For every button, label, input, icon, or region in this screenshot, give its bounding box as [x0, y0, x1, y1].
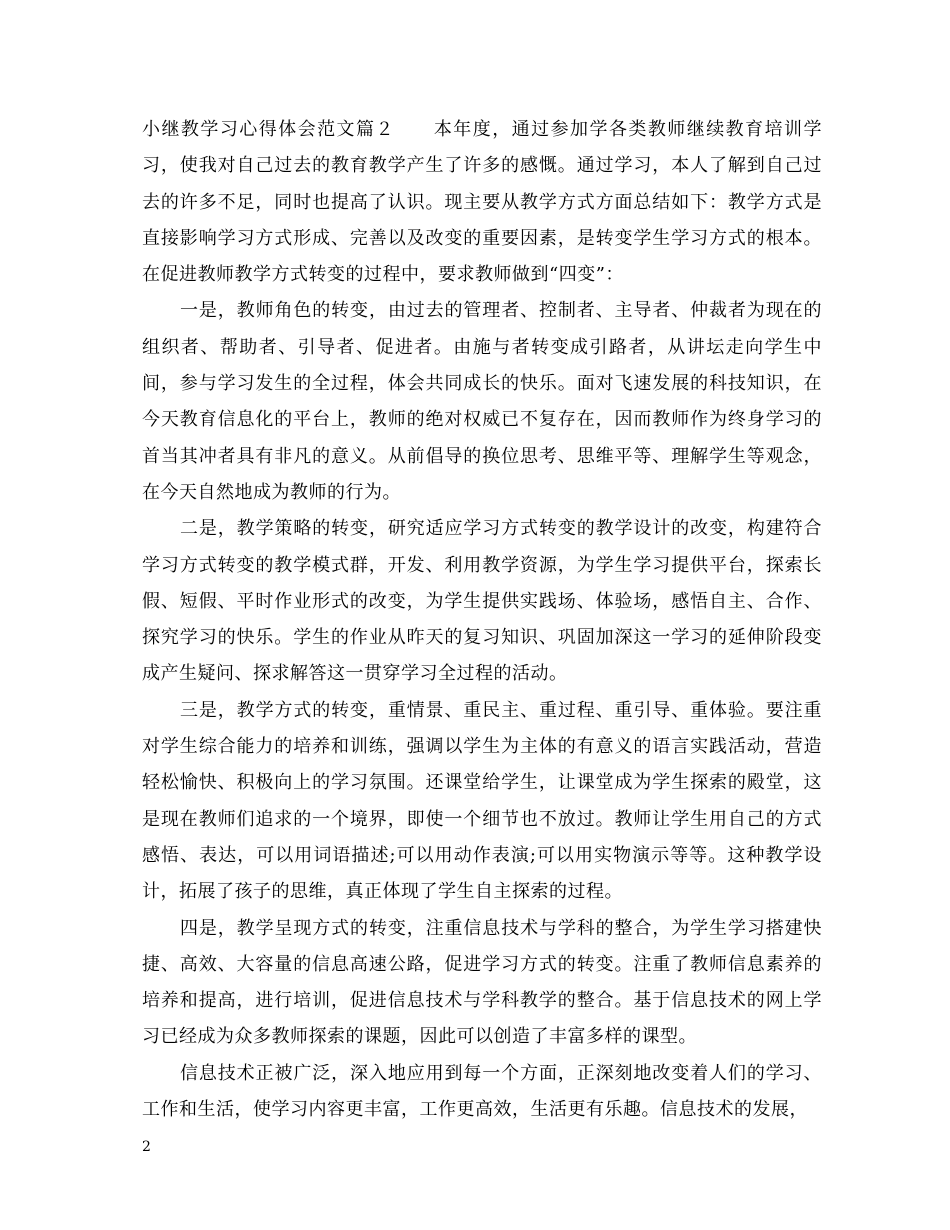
document-body — [142, 112, 822, 1128]
paragraph-intro: 小继教学习心得体会范文篇２ 本年度，通过参加学各类教师继续教育培训学习，使我对自己过去的教育教学产生了许多的感慨。通过学习，本人了解到自己过去的许多不足，同时也提高了认识。现主要从教学方式方面总结如下：教学方式是直接影响学习方式形成、完善以及改变的重要因素，是转变学生学习方式的根本。在促进教师教学方式转变的过程中，要求教师做到“四变”： — [142, 119, 822, 286]
page-number: 2 — [142, 1139, 151, 1155]
paragraph-presentation-method: 四是，教学呈现方式的转变，注重信息技术与学科的整合，为学生学习搭建快捷、高效、大容量的信息高速公路，促进学习方式的转变。注重了教师信息素养的培养和提高，进行培训，促进信息技术与学科教学的整合。基于信息技术的网上学习已经成为众多教师探索的课题，因此可以创造了丰富多样的课型。 — [142, 917, 822, 1048]
paragraph-teacher-role: 一是，教师角色的转变，由过去的管理者、控制者、主导者、仲裁者为现在的组织者、帮助者、引导者、促进者。由施与者转变成引路者，从讲坛走向学生中间，参与学习发生的全过程，体会共同成长的快乐。面对飞速发展的科技知识，在今天教育信息化的平台上，教师的绝对权威已不复存在，因而教师作为终身学习的首当其冲者具有非凡的意义。从前倡导的换位思考、思维平等、理解学生等观念，在今天自然地成为教师的行为。 — [142, 300, 822, 503]
paragraph-information-technology: 信息技术正被广泛，深入地应用到每一个方面，正深刻地改变着人们的学习、工作和生活，使学习内容更丰富，工作更高效，生活更有乐趣。信息技术的发展， — [142, 1062, 822, 1121]
paragraph-teaching-method: 三是，教学方式的转变，重情景、重民主、重过程、重引导、重体验。要注重对学生综合能力的培养和训练，强调以学生为主体的有意义的语言实践活动，营造轻松愉快、积极向上的学习氛围。还课堂给学生，让课堂成为学生探索的殿堂，这是现在教师们追求的一个境界，即使一个细节也不放过。教师让学生用自己的方式感悟、表达，可以用词语描述;可以用动作表演;可以用实物演示等等。这种教学设计，拓展了孩子的思维，真正体现了学生自主探索的过程。 — [142, 699, 822, 903]
paragraph-teaching-strategy: 二是，教学策略的转变，研究适应学习方式转变的教学设计的改变，构建符合学习方式转变的教学模式群，开发、利用教学资源，为学生学习提供平台，探索长假、短假、平时作业形式的改变，为学生提供实践场、体验场，感悟自主、合作、探究学习的快乐。学生的作业从昨天的复习知识、巩固加深这一学习的延伸阶段变成产生疑问、探求解答这一贯穿学习全过程的活动。 — [142, 518, 822, 685]
